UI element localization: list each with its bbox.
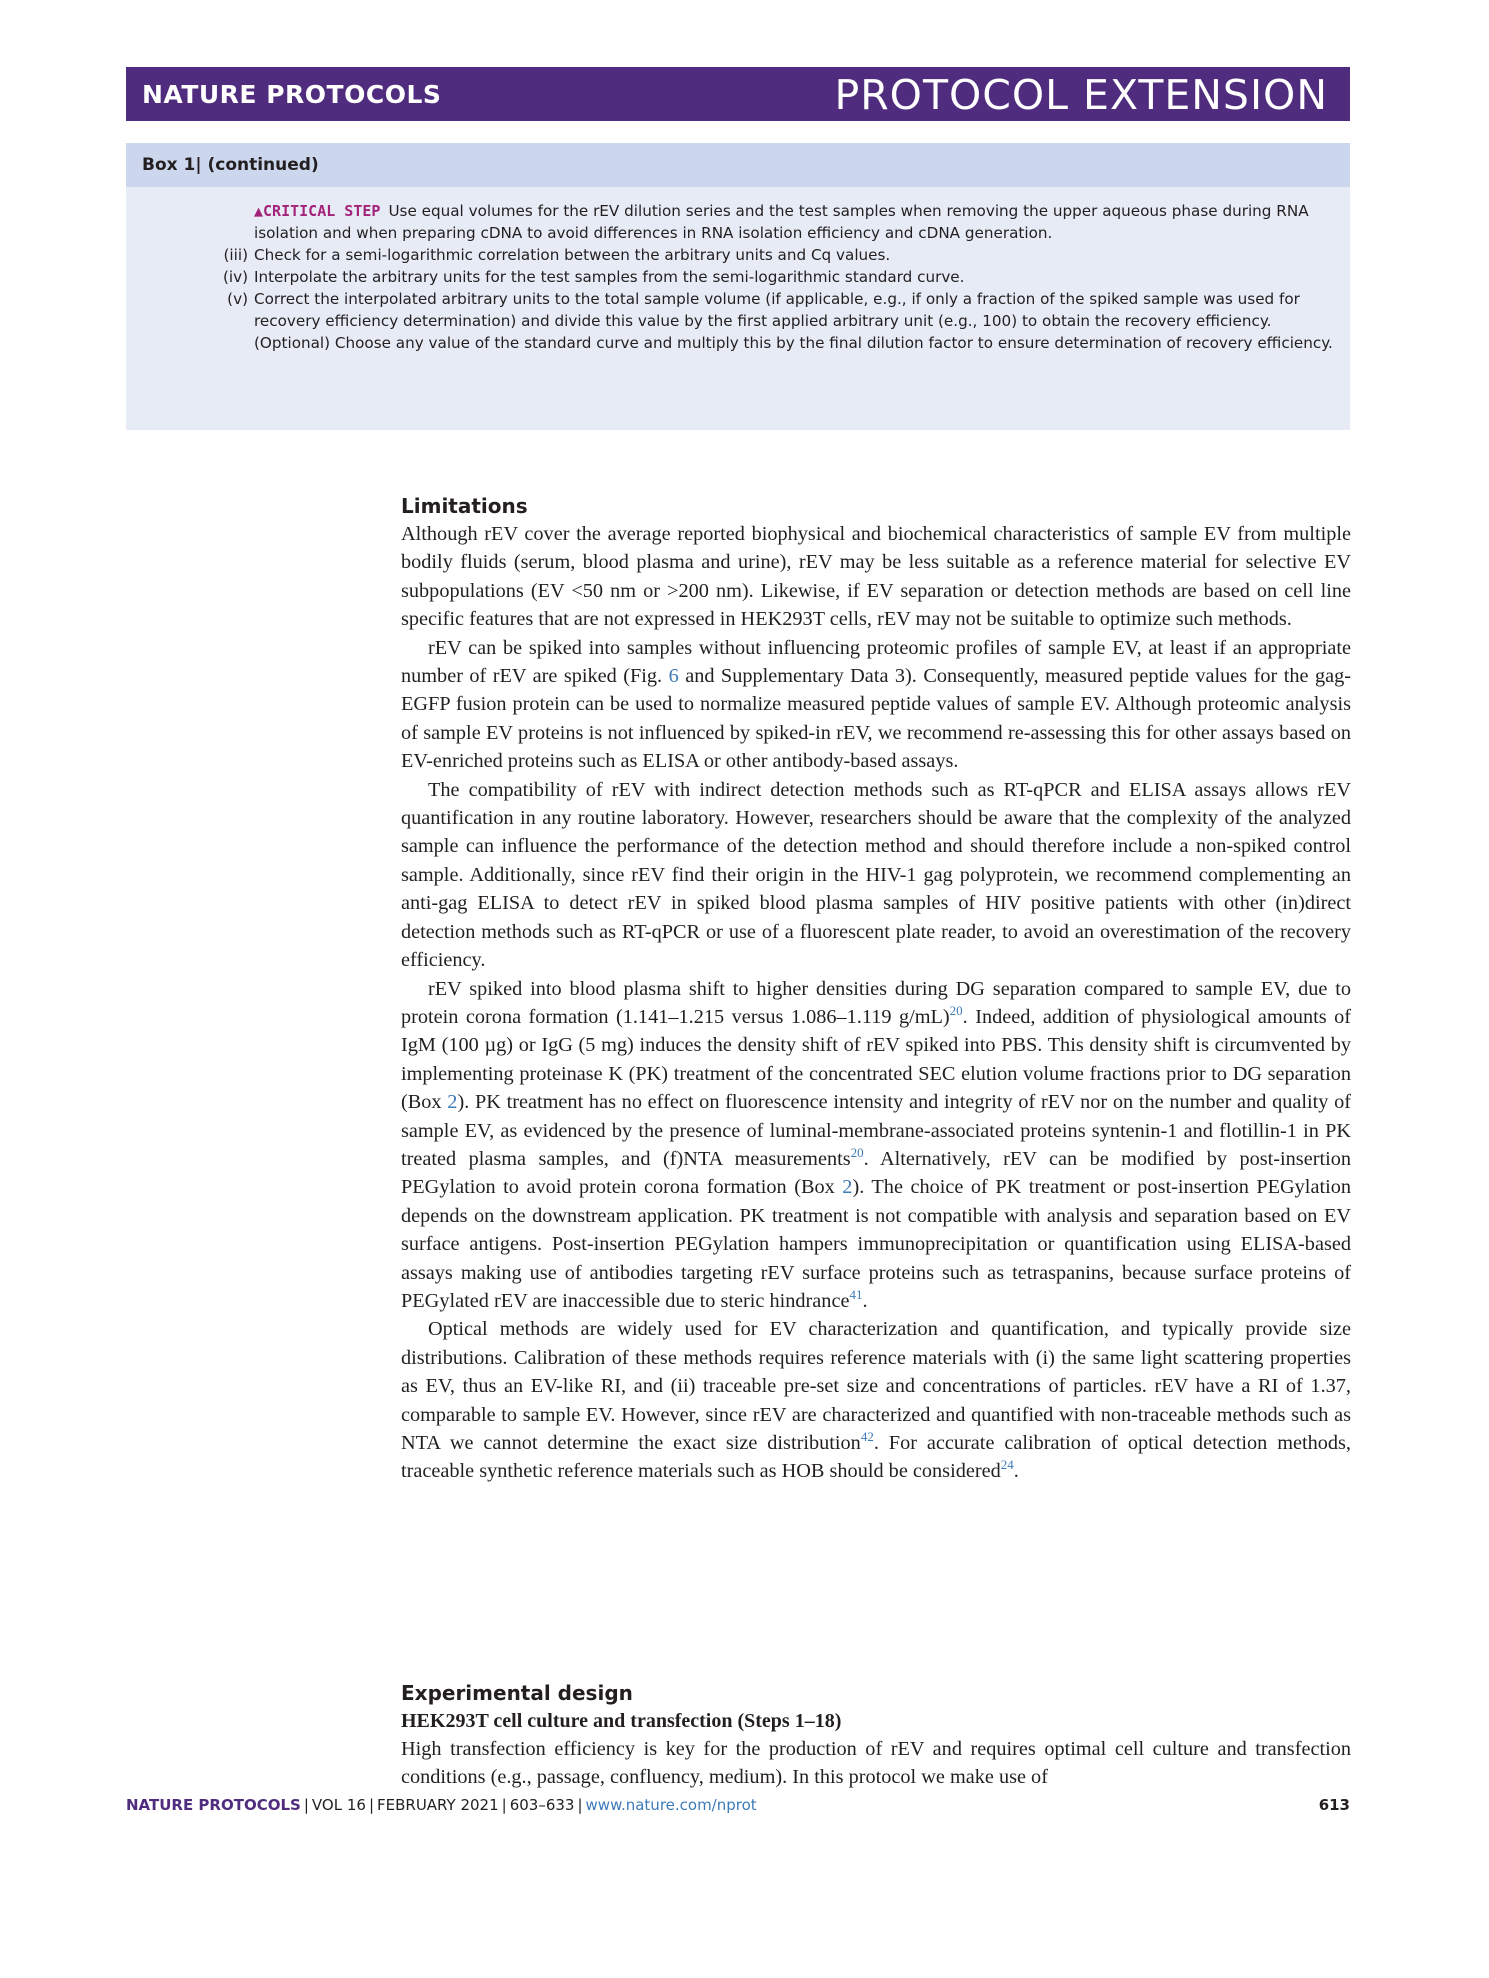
step-text: Check for a semi-logarithmic correlation between the arbitrary units and Cq values. [254, 246, 891, 264]
page-number: 613 [1318, 1796, 1350, 1814]
paragraph: The compatibility of rEV with indirect detection methods such as RT-qPCR and ELISA assays allows rEV quantification in any routine laboratory. However, researchers should be aware that the complexity of the analyzed sample can influence the performance of the detection method and should therefore include a non-spiked control sample. Additionally, since rEV find their origin in the HIV-1 gag polyprotein, we recommend complementing an anti-gag ELISA to detect rEV in spiked blood plasma samples of HIV positive patients with other (in)direct detection methods such as RT-qPCR or use of a fluorescent plate reader, to avoid an overestimation of the recovery efficiency. [401, 778, 1351, 972]
step-text: Correct the interpolated arbitrary units to the total sample volume (if applicable, e.g., if only a fraction of the spiked sample was used for recovery efficiency determination) and divide this value by the first applied arbitrary unit (e.g., 100) to obtain the recovery efficiency. [254, 290, 1300, 330]
critical-step-label: ▲CRITICAL STEP [254, 202, 381, 220]
step-number: (v) [227, 290, 248, 308]
box-step [126, 266, 1350, 288]
footer-pages: 603–633 [509, 1796, 575, 1814]
box-link[interactable]: 2 [447, 1091, 458, 1114]
optional-text: (Optional) Choose any value of the standard curve and multiply this by the final dilution factor to ensure determination of recovery efficiency. [254, 334, 1333, 352]
box-link[interactable]: 2 [842, 1176, 853, 1199]
critical-step-text: Use equal volumes for the rEV dilution series and the test samples when removing the upper aqueous phase during RNA isolation and when preparing cDNA to avoid differences in RNA isolation efficiency and cDNA generation. [254, 202, 1309, 242]
box-step [126, 288, 1350, 332]
paragraph: rEV spiked into blood plasma shift to higher densities during DG separation compared to sample EV, due to protein corona formation (1.141–1.215 versus 1.086–1.119 g/mL)$^{20}$. Indeed, addition of physiological amounts of IgM (100 µg) or IgG (5 mg) induces the density shift of rEV spiked into PBS. This density shift is circumvented by implementing proteinase K (PK) treatment of the concentrated SEC elution volume fractions prior to DG separation (Box 2). PK treatment has no effect on fluorescence intensity and integrity of rEV nor on the number and quality of sample EV, as evidenced by the presence of luminal-membrane-associated proteins syntenin-1 and flotillin-1 in PK treated plasma samples, and (f)NTA measurements$^{20}$. Alternatively, rEV can be modified by post-insertion PEGylation to avoid protein corona formation (Box 2). The choice of PK treatment or post-insertion PEGylation depends on the downstream application. PK treatment is not compatible with analysis and separation based on EV surface antigens. Post-insertion PEGylation hampers immunoprecipitation or quantification using ELISA-based assays making use of antibodies targeting rEV surface proteins such as tetraspanins, because surface proteins of PEGylated rEV are inaccessible due to steric hindrance$^{41}$. [401, 977, 1352, 1312]
box-title: Box 1| (continued) [142, 155, 319, 175]
step-number: (iii) [223, 246, 248, 264]
footer-volume: VOL 16 [311, 1796, 366, 1814]
limitations-heading: Limitations [401, 494, 528, 518]
step-text: Interpolate the arbitrary units for the test samples from the semi-logarithmic standard curve. [254, 268, 965, 286]
experimental-design-section [401, 1679, 1351, 1792]
warning-triangle-icon: ▲ [254, 202, 264, 220]
citation-link[interactable]: 20 [850, 1144, 864, 1160]
box-1 [126, 143, 1350, 430]
optional-step [126, 332, 1350, 354]
paragraph: rEV can be spiked into samples without influencing proteomic profiles of sample EV, at least if an appropriate number of rEV are spiked (Fig. 6 and Supplementary Data 3). Consequently, measured peptide values for the gag-EGFP fusion protein can be used to normalize measured peptide values of sample EV. Although proteomic analysis of sample EV proteins is not influenced by spiked-in rEV, we recommend re-assessing this for other assays based on EV-enriched proteins such as ELISA or other antibody-based assays. [401, 636, 1352, 773]
citation-line: NATURE PROTOCOLS | VOL 16 | FEBRUARY 2021 | 603–633 | www.nature.com/nprot [126, 1796, 757, 1814]
footer-journal: NATURE PROTOCOLS [126, 1796, 301, 1814]
citation-link[interactable]: 20 [949, 1002, 963, 1018]
paragraph: Although rEV cover the average reported biophysical and biochemical characteristics of sample EV from multiple bodily fluids (serum, blood plasma and urine), rEV may be less suitable as a reference material for selective EV subpopulations (EV <50 nm or >200 nm). Likewise, if EV separation or detection methods are based on cell line specific features that are not expressed in HEK293T cells, rEV may not be suitable to optimize such methods. [401, 523, 1351, 631]
paragraph: Optical methods are widely used for EV characterization and quantification, and typically provide size distributions. Calibration of these methods requires reference materials with (i) the same light scattering properties as EV, thus an EV-like RI, and (ii) traceable pre-set size and concentrations of particles. rEV have a RI of 1.37, comparable to sample EV. However, since rEV are characterized and quantified with non-traceable methods such as NTA we cannot determine the exact size distribution$^{42}$. For accurate calibration of optical detection methods, traceable synthetic reference materials such as HOB should be considered$^{24}$. [401, 1318, 1351, 1483]
figure-link[interactable]: 6 [668, 665, 679, 688]
critical-step [126, 200, 1350, 244]
footer-date: FEBRUARY 2021 [377, 1796, 499, 1814]
journal-header [126, 67, 1350, 121]
paragraph: High transfection efficiency is key for the production of rEV and requires optimal cell culture and transfection conditions (e.g., passage, confluency, medium). In this protocol we make use of [401, 1738, 1351, 1789]
box-header [126, 143, 1350, 187]
box-steps [126, 200, 1350, 354]
citation-link[interactable]: 41 [849, 1286, 863, 1302]
journal-url-link[interactable]: www.nature.com/nprot [585, 1796, 757, 1814]
limitations-section [401, 492, 1351, 1486]
article-type: PROTOCOL EXTENSION [834, 71, 1328, 119]
cell-culture-subheading: HEK293T cell culture and transfection (Steps 1–18) [401, 1710, 842, 1732]
box-step [126, 244, 1350, 266]
step-number: (iv) [222, 268, 248, 286]
citation-link[interactable]: 24 [1000, 1457, 1014, 1473]
citation-link[interactable]: 42 [860, 1429, 874, 1444]
experimental-design-heading: Experimental design [401, 1681, 633, 1705]
journal-name: NATURE PROTOCOLS [142, 80, 442, 109]
